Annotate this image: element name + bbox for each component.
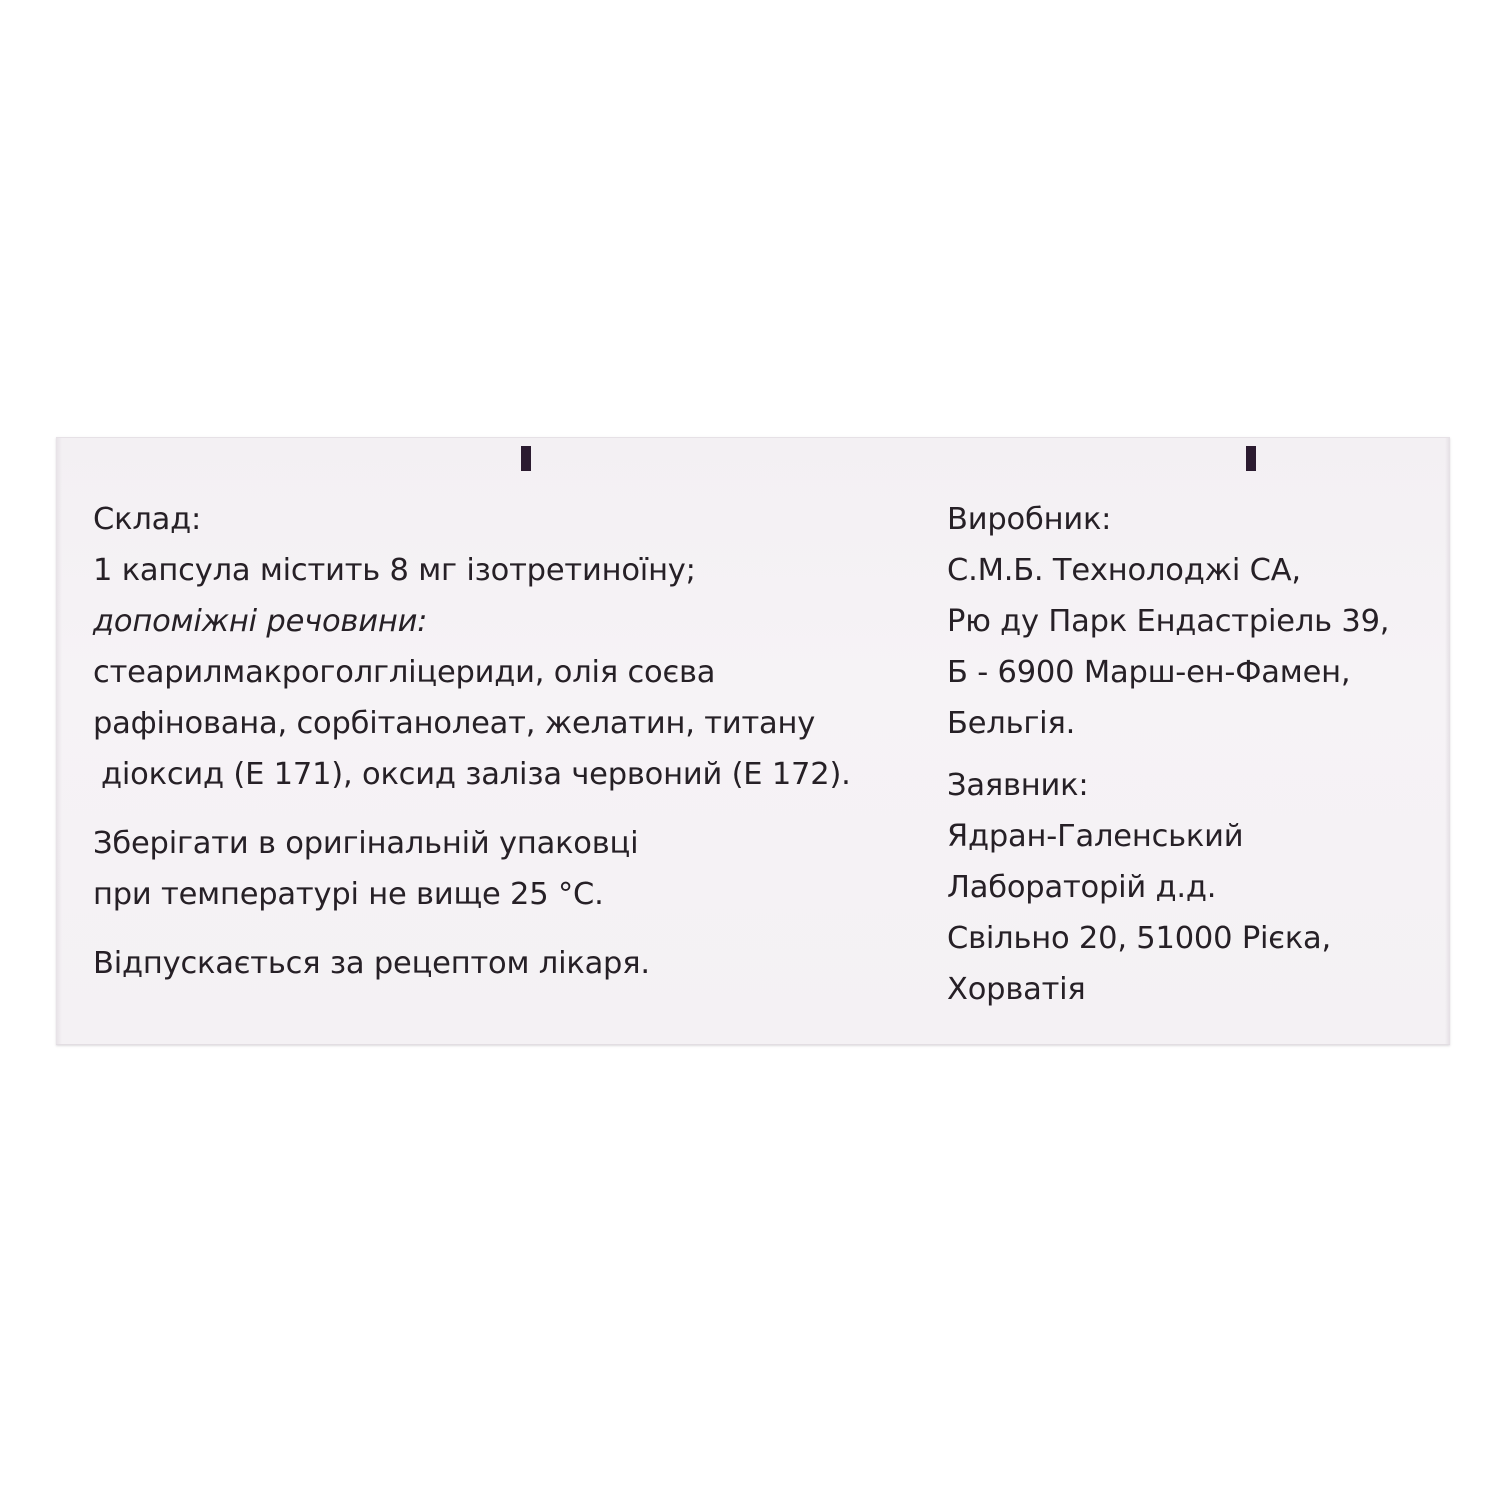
registration-mark-right xyxy=(1246,446,1256,471)
applicant-block xyxy=(947,760,1389,1015)
storage-line-1: Зберігати в оригінальній упаковці xyxy=(93,826,639,861)
dispensing-block xyxy=(93,938,851,989)
dispensing-text: Відпускається за рецептом лікаря. xyxy=(93,946,650,981)
manufacturer-line-4: Бельгія. xyxy=(947,706,1076,741)
storage-line-2: при температурі не вище 25 °С. xyxy=(93,877,604,912)
manufacturer-column xyxy=(947,494,1389,1015)
applicant-label: Заявник: xyxy=(947,768,1089,803)
manufacturer-line-1: С.М.Б. Технолоджі СА, xyxy=(947,553,1301,588)
manufacturer-line-2: Рю ду Парк Ендастріель 39, xyxy=(947,604,1390,639)
applicant-line-2: Лабораторій д.д. xyxy=(947,870,1217,905)
manufacturer-line-3: Б - 6900 Марш-ен-Фамен, xyxy=(947,655,1351,690)
registration-mark-left xyxy=(521,446,531,471)
storage-block xyxy=(93,818,851,920)
applicant-line-3: Свільно 20, 51000 Рієка, xyxy=(947,921,1332,956)
composition-column xyxy=(93,494,851,989)
excipients-line-2: рафінована, сорбітанолеат, желатин, титану xyxy=(93,706,816,741)
excipients-line-3: діоксид (Е 171), оксид заліза червоний (Е 172). xyxy=(101,757,851,792)
excipients-label: допоміжні речовини: xyxy=(93,604,428,639)
manufacturer-label: Виробник: xyxy=(947,502,1112,537)
excipients-line-1: стеарилмакроголгліцериди, олія соєва xyxy=(93,655,716,690)
composition-heading: Склад: xyxy=(93,502,202,537)
applicant-line-1: Ядран-Галенський xyxy=(947,819,1244,854)
capsule-content-line: 1 капсула містить 8 мг ізотретиноїну; xyxy=(93,553,696,588)
applicant-line-4: Хорватія xyxy=(947,972,1086,1007)
